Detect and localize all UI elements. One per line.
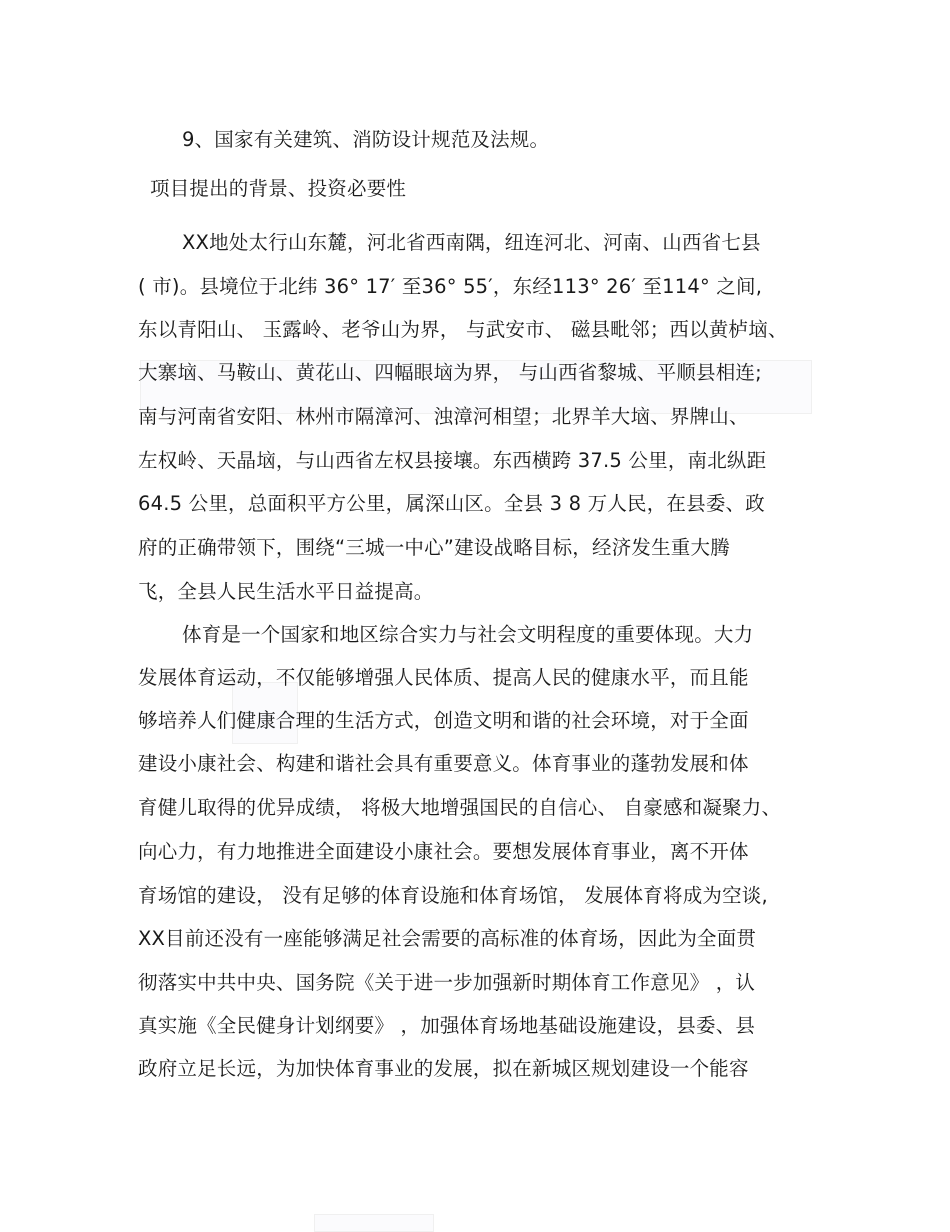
paragraph-line: XX目前还没有一座能够满足社会需要的高标准的体育场，因此为全面贯 <box>138 927 757 950</box>
paragraph-line: 南与河南省安阳、林州市隔漳河、浊漳河相望；北界羊大垴、界牌山、 <box>138 405 749 428</box>
paragraph-line: 政府立足长远，为加快体育事业的发展，拟在新城区规划建设一个能容 <box>138 1057 749 1080</box>
paragraph-line: ( 市)。县境位于北纬 36° 17′ 至36° 55′，东经113° 26′ 至114° 之间, <box>138 275 763 298</box>
paragraph-line: 体育是一个国家和地区综合实力与社会文明程度的重要体现。大力 <box>182 623 754 646</box>
section-heading: 项目提出的背景、投资必要性 <box>150 177 407 200</box>
paragraph-line: 育健儿取得的优异成绩， 将极大地增强国民的自信心、 自豪感和凝聚力、 <box>138 796 782 819</box>
paragraph-line: 东以青阳山、 玉露岭、老爷山为界， 与武安市、 磁县毗邻；西以黄栌垴、 <box>138 318 788 341</box>
paragraph-line: 府的正确带领下，围绕“三城一中心”建设战略目标，经济发生重大腾 <box>138 536 730 559</box>
paragraph-line: 左权岭、天晶垴，与山西省左权县接壤。东西横跨 37.5 公里，南北纵距 <box>138 449 767 472</box>
watermark-box <box>314 1214 434 1232</box>
paragraph-line: 大寨垴、马鞍山、黄花山、四幅眼垴为界， 与山西省黎城、平顺县相连; <box>138 361 762 384</box>
paragraph-line: 发展体育运动，不仅能够增强人民体质、提高人民的健康水平，而且能 <box>138 666 749 689</box>
paragraph-line: 向心力，有力地推进全面建设小康社会。要想发展体育事业，离不开体 <box>138 840 749 863</box>
paragraph-line: 真实施《全民健身计划纲要》 ，加强体育场地基础设施建设，县委、县 <box>138 1014 756 1037</box>
paragraph-line: 建设小康社会、构建和谐社会具有重要意义。体育事业的蓬勃发展和体 <box>138 752 749 775</box>
paragraph-line: 够培养人们健康合理的生活方式，创造文明和谐的社会环境，对于全面 <box>138 709 749 732</box>
paragraph-line: 彻落实中共中央、国务院《关于进一步加强新时期体育工作意见》 ，认 <box>138 971 756 994</box>
paragraph-line: 64.5 公里，总面积平方公里，属深山区。全县 3 8 万人民，在县委、政 <box>138 492 765 515</box>
paragraph-line: XX地处太行山东麓，河北省西南隅，纽连河北、河南、山西省七县 <box>182 231 761 254</box>
paragraph-line: 飞，全县人民生活水平日益提高。 <box>138 580 434 603</box>
paragraph-line: 育场馆的建设， 没有足够的体育设施和体育场馆， 发展体育将成为空谈, <box>138 884 768 907</box>
list-item-regulations: 9、国家有关建筑、消防设计规范及法规。 <box>182 128 550 151</box>
